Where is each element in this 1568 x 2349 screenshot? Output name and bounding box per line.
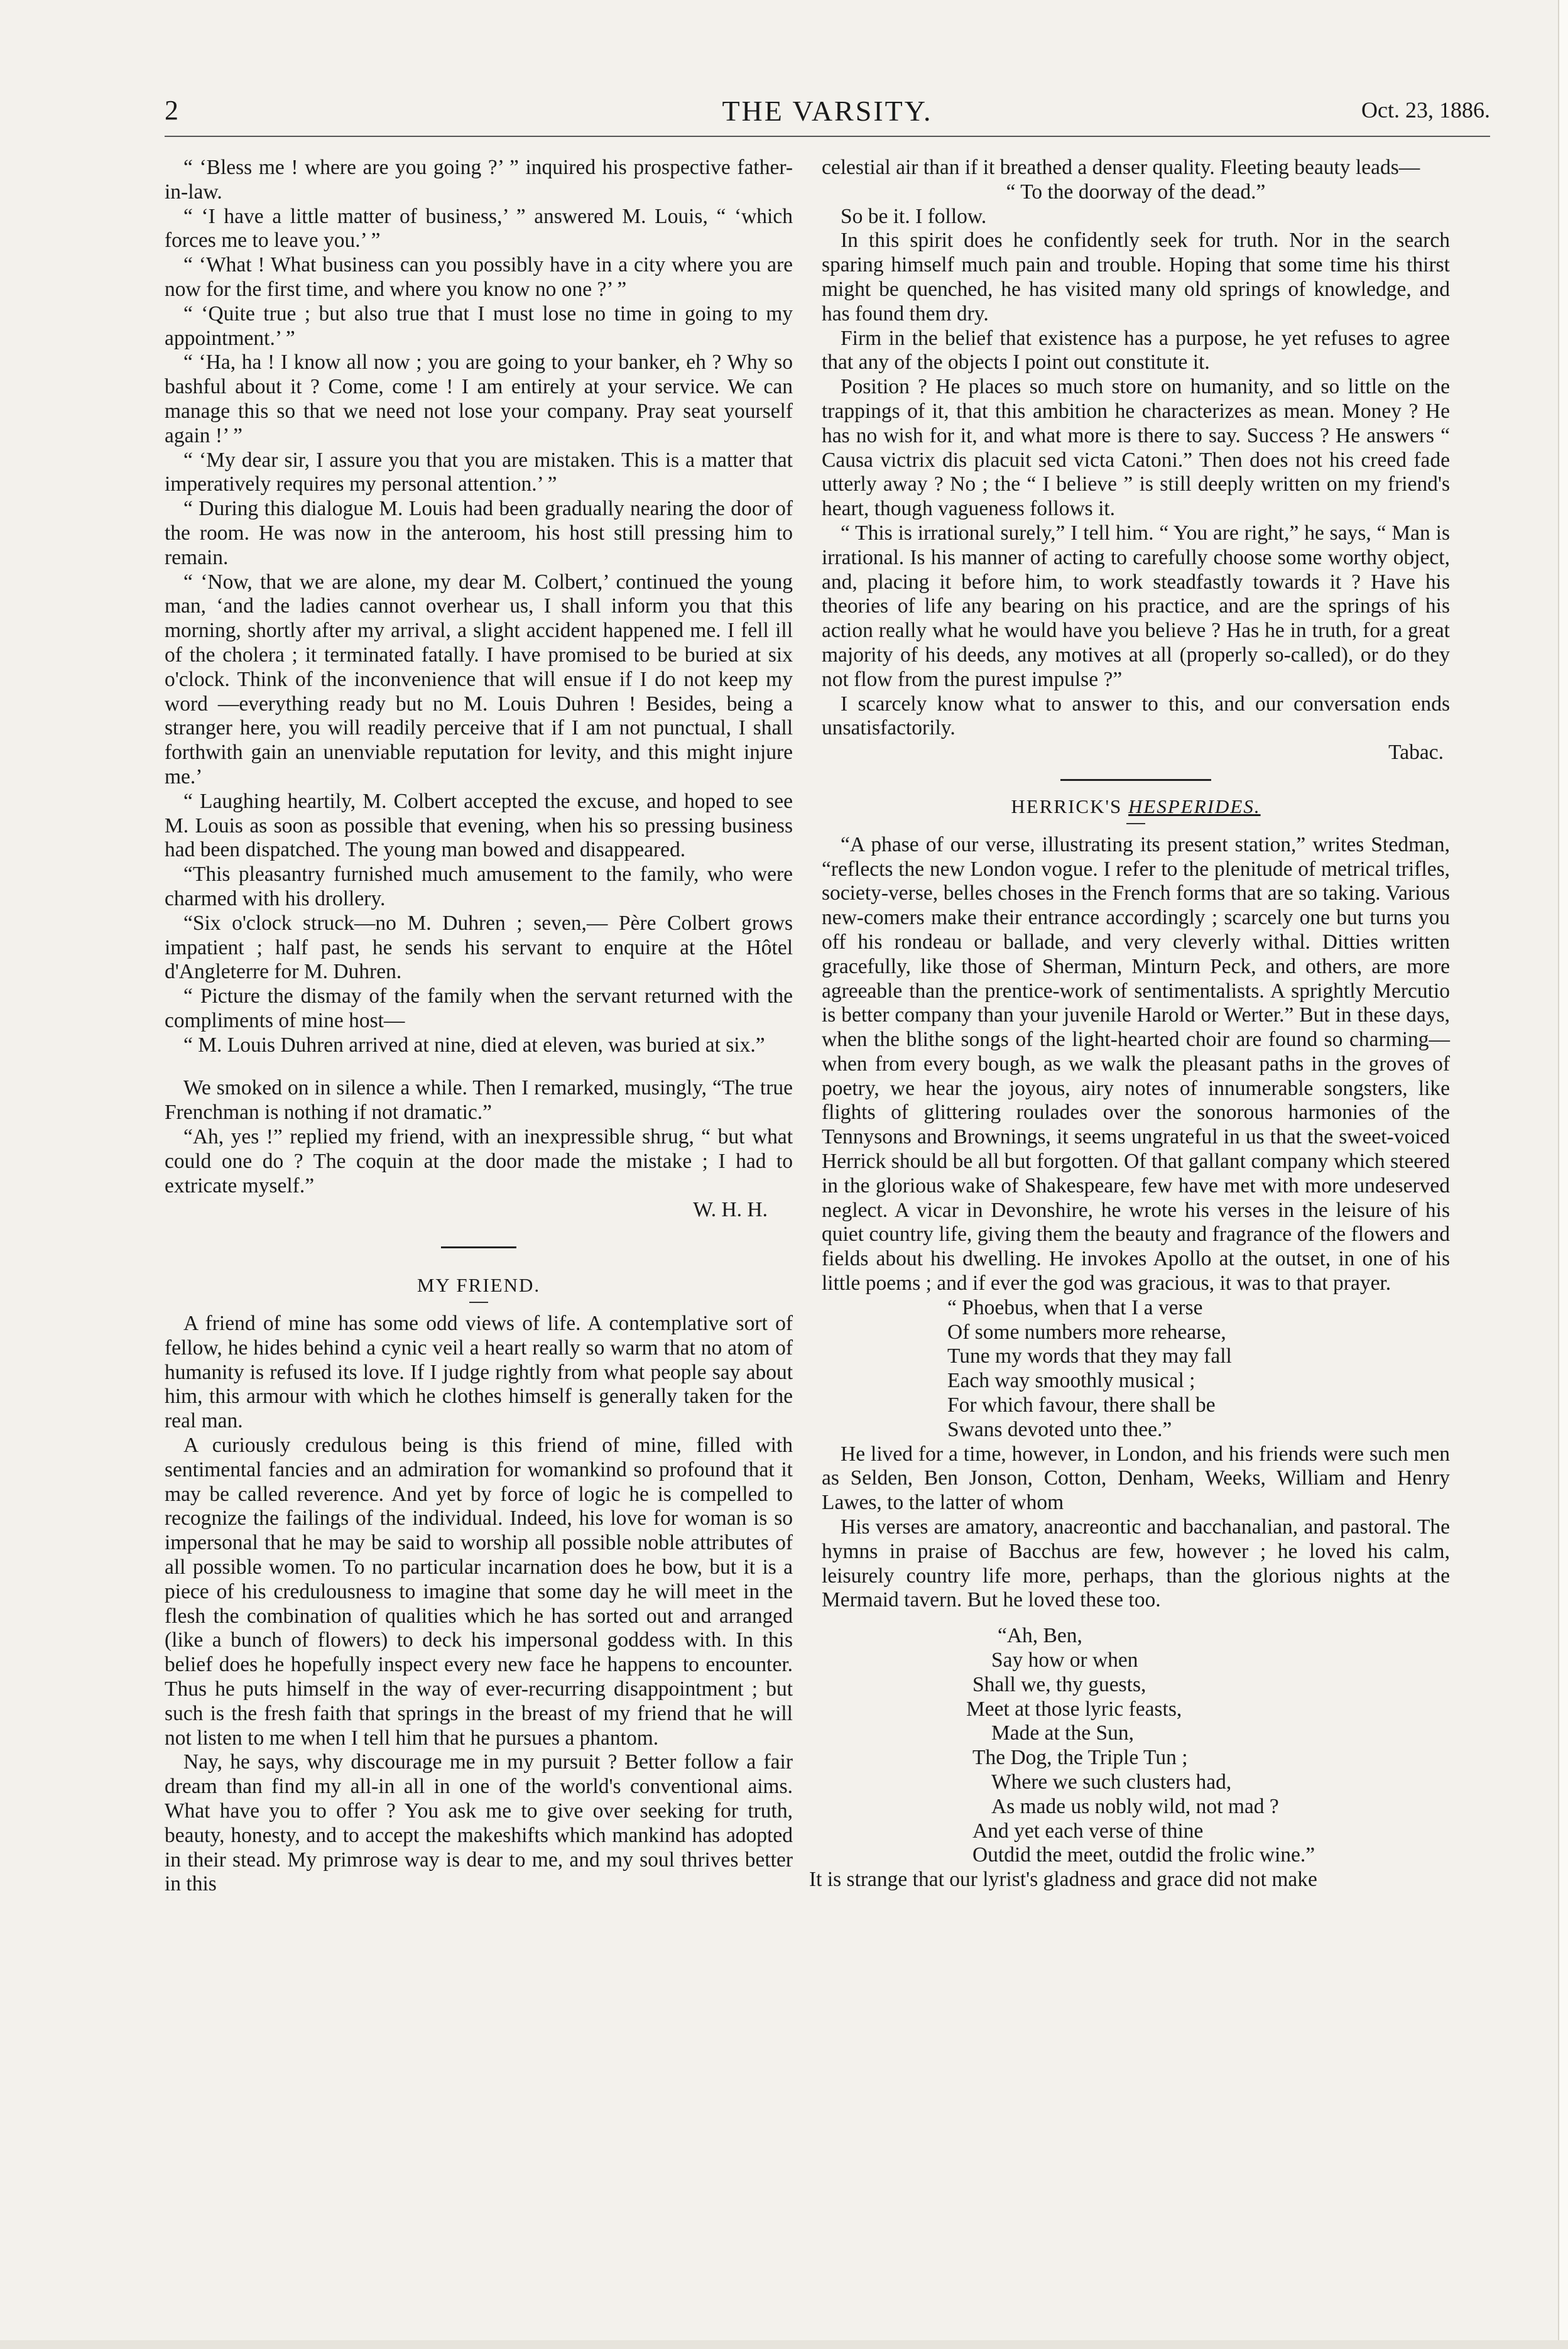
page-edge	[1558, 0, 1568, 2349]
story-paragraph: “ M. Louis Duhren arrived at nine, died at eleven, was buried at six.”	[183, 1033, 765, 1057]
title-dash	[469, 1302, 488, 1303]
signature-whh: W. H. H.	[693, 1198, 768, 1222]
verse-line: And yet each verse of thine	[972, 1819, 1204, 1843]
verse-line: “ Phoebus, when that I a verse	[947, 1295, 1203, 1319]
essay-paragraph: “A phase of our verse, illustrating its present station,” writes Stedman, “reflects the new London vogue. I refer to the plenitude of metrical trifles, society-verse, belles choses in the French forms that are so taking. Various new-comers make their entrance accordingly ; scarcely one but turns you off his rondeau or ballade, and very cleverly withal. Ditties written gracefully, like those of Sherman, Minturn Peck, and others, are more agreeable than the prentice-work of sentimentalists. A sprightly Mercutio is better company than your juvenile Harold or Werter.” But in these days, when the blithe songs of the light-hearted choir are found so charming—when from every bough, as we walk the pleasant paths in the groves of poetry, we hear the joyous, airy notes of innumerable songsters, like flights of glittering roulades over the sonorous harmonies of the Tennysons and Brownings, it seems ungrateful in us that the sweet-voiced Herrick should be all but forgotten. Of that gallant company which steered in the glorious wake of Shakespeare, few have met with more undeserved neglect. A vicar in Devonshire, he wrote his verses in the leisure of his quiet country life, giving them the beauty and fragrance of the flowers and fields about his dwelling. He invokes Apollo at the outset, in one of his little poems ; and if ever the god was gracious, it was to that prayer.	[822, 832, 1450, 1295]
verse-line: For which favour, there shall be	[947, 1393, 1216, 1417]
quoted-line: “ To the doorway of the dead.”	[1006, 180, 1266, 204]
story-paragraph: “This pleasantry furnished much amusement to the family, who were charmed with his drollery.	[165, 863, 793, 910]
verse-line: Of some numbers more rehearse,	[947, 1320, 1226, 1344]
story-paragraph: “ ‘Ha, ha ! I know all now ; you are going to your banker, eh ? Why so bashful about it ? Come, come ! I am entirely at your service. We can manage this so that we need not lose your company. Pray seat yourself again !’ ”	[165, 351, 793, 447]
essay-paragraph: A curiously credulous being is this friend of mine, filled with sentimental fancies and an admiration for womankind so profound that it may be called reverence. And yet by force of logic he is compelled to recognize the failings of the individual. Indeed, his love for woman is so impersonal that he may be said to worship all possible noble attributes of all possible women. To no particular incarnation does he bow, but it is a piece of his credulousness to imagine that some day he will meet in the flesh the combination of qualities which he has sorted out and arranged (like a bunch of flowers) to deck his impersonal goddess with. In this belief does he hopefully inspect every new face he happens to encounter. Thus he puts himself in the way of ever-recurring disappointment ; but such is the fresh faith that springs in the breast of my friend that he will not listen to me when I tell him that he pursues a phantom.	[165, 1434, 793, 1750]
verse-line: Where we such clusters had,	[991, 1770, 1232, 1794]
essay-paragraph: A friend of mine has some odd views of life. A contemplative sort of fellow, he hides behind a cynic veil a heart really so warm that no atom of humanity is refused its love. If I judge rightly from what people say about him, this armour with which he clothes himself is generally taken for the real man.	[165, 1312, 793, 1433]
section-divider	[1060, 779, 1211, 781]
essay-paragraph: His verses are amatory, anacreontic and bacchanalian, and pastoral. The hymns in praise of Bacchus are few, however ; he loved his calm, leisurely country life more, perhaps, than the glorious nights at the Mermaid tavern. But he loved these too.	[822, 1515, 1450, 1612]
verse-line: Swans devoted unto thee.”	[947, 1417, 1172, 1441]
essay-paragraph: Position ? He places so much store on humanity, and so little on the trappings of it, that this ambition he characterizes as mean. Money ? He has no wish for it, and what more is there to say. Success ? He answers “ Causa victrix dis placuit sed victa Catoni.” Then does not his creed fade utterly away ? No ; the “ I believe ” is still deeply written on my friend's heart, though vagueness follows it.	[822, 375, 1450, 521]
masthead: THE VARSITY.	[722, 95, 933, 127]
verse-line: “Ah, Ben,	[998, 1624, 1082, 1648]
essay-paragraph: He lived for a time, however, in London, and his friends were such men as Selden, Ben Jonson, Cotton, Denham, Weeks, William and Henry Lawes, to the latter of whom	[822, 1442, 1450, 1515]
story-paragraph: “ ‘Now, that we are alone, my dear M. Colbert,’ continued the young man, ‘and the ladies cannot overhear us, I shall inform you that this morning, shortly after my arrival, a slight accident happened me. I fell ill of the cholera ; it terminated fatally. I have promised to be buried at six o'clock. Think of the inconvenience that will ensue if I do not keep my word —everything ready but no M. Louis Duhren ! Besides, being a stranger here, you will readily perceive that if I am not punctual, I shall forthwith gain an unenviable reputation for levity, and this might injure me.’	[165, 570, 793, 788]
essay-paragraph: So be it. I follow.	[841, 204, 987, 228]
poem-phoebus	[822, 1296, 1450, 1442]
verse-line: Tune my words that they may fall	[947, 1344, 1232, 1368]
signature-tabac: Tabac.	[1388, 741, 1444, 765]
verse-line: Shall we, thy guests,	[972, 1672, 1146, 1696]
page-bottom-edge	[0, 2340, 1568, 2349]
essay-paragraph: Firm in the belief that existence has a purpose, he yet refuses to agree that any of the objects I point out constitute it.	[822, 326, 1450, 374]
section-title-my-friend: MY FRIEND.	[416, 1274, 541, 1297]
verse-line: Each way smoothly musical ;	[947, 1369, 1195, 1393]
story-paragraph: “Ah, yes !” replied my friend, with an inexpressible shrug, “ but what could one do ? The coquin at the door made the mistake ; I had to extricate myself.”	[165, 1125, 793, 1197]
issue-date: Oct. 23, 1886.	[1361, 97, 1490, 123]
section-divider	[441, 1246, 516, 1248]
left-column	[165, 156, 793, 1897]
title-part: HERRICK'S	[1011, 795, 1129, 817]
story-paragraph: “ ‘Quite true ; but also true that I must lose no time in going to my appointment.’ ”	[165, 302, 793, 350]
title-dash	[1126, 823, 1145, 824]
story-paragraph: “Six o'clock struck—no M. Duhren ; seven,— Père Colbert grows impatient ; half past, he sends his servant to enquire at the Hôtel d'Angleterre for M. Duhren.	[165, 911, 793, 984]
essay-continuation: celestial air than if it breathed a denser quality. Fleeting beauty leads—	[822, 156, 1420, 179]
right-column	[809, 156, 1450, 1892]
title-part-italic: HESPERIDES.	[1128, 795, 1261, 817]
essay-paragraph: In this spirit does he confidently seek for truth. Nor in the search sparing himself much pain and trouble. Hoping that some time his thirst might be quenched, he has visited many old springs of knowledge, and has found them dry.	[822, 229, 1450, 325]
verse-line: Outdid the meet, outdid the frolic wine.”	[972, 1843, 1315, 1867]
story-paragraph: “ ‘My dear sir, I assure you that you are mistaken. This is a matter that imperatively requires my personal attention.’ ”	[165, 448, 793, 496]
story-paragraph: We smoked on in silence a while. Then I remarked, musingly, “The true Frenchman is nothing if not dramatic.”	[165, 1076, 793, 1125]
verse-line: Say how or when	[991, 1649, 1138, 1672]
essay-paragraph: I scarcely know what to answer to this, and our conversation ends unsatisfactorily.	[822, 692, 1450, 740]
story-paragraph: “ ‘Bless me ! where are you going ?’ ” inquired his prospective father-in-law.	[165, 156, 793, 204]
story-paragraph: “ ‘What ! What business can you possibly have in a city where you are now for the first time, and where you know no one ?’ ”	[165, 253, 793, 301]
section-title-herrick	[822, 795, 1450, 819]
header-rule	[165, 136, 1490, 137]
verse-line: The Dog, the Triple Tun ;	[972, 1746, 1188, 1770]
verse-line: Made at the Sun,	[991, 1721, 1135, 1745]
essay-paragraph: “ This is irrational surely,” I tell him. “ You are right,” he says, “ Man is irrational. Is his manner of acting to carefully choose some worthy object, and, placing it before him, to work steadfastly towards it ? Have his theories of life any bearing on his practice, and are the springs of his action really what he would have you believe ? Has he in truth, for a great majority of his deeds, any motives at all (properly so-called), or do they not flow from the purest impulse ?”	[822, 521, 1450, 691]
page-header	[165, 94, 1490, 134]
essay-continuation: It is strange that our lyrist's gladness and grace did not make	[809, 1868, 1317, 1892]
verse-line: Meet at those lyric feasts,	[966, 1697, 1182, 1721]
story-paragraph: “ ‘I have a little matter of business,’ ” answered M. Louis, “ ‘which forces me to leave you.’ ”	[165, 204, 793, 253]
story-paragraph: “ Laughing heartily, M. Colbert accepted the excuse, and hoped to see M. Louis as soon as possible that evening, when his so pressing business had been dispatched. The young man bowed and disappeared.	[165, 789, 793, 862]
page-number: 2	[165, 95, 178, 126]
story-paragraph: “ Picture the dismay of the family when the servant returned with the compliments of mine host—	[165, 984, 793, 1032]
poem-ah-ben	[822, 1624, 1450, 1868]
story-paragraph: “ During this dialogue M. Louis had been gradually nearing the door of the room. He was now in the anteroom, his host still pressing him to remain.	[165, 497, 793, 569]
essay-paragraph: Nay, he says, why discourage me in my pursuit ? Better follow a fair dream than find my all-in all in one of the world's conventional aims. What have you to offer ? You ask me to give over seeking for truth, beauty, honesty, and to accept the makeshifts which mankind has adopted in their stead. My primrose way is dear to me, and my soul thrives better in this	[165, 1750, 793, 1896]
verse-line: As made us nobly wild, not mad ?	[991, 1794, 1279, 1818]
